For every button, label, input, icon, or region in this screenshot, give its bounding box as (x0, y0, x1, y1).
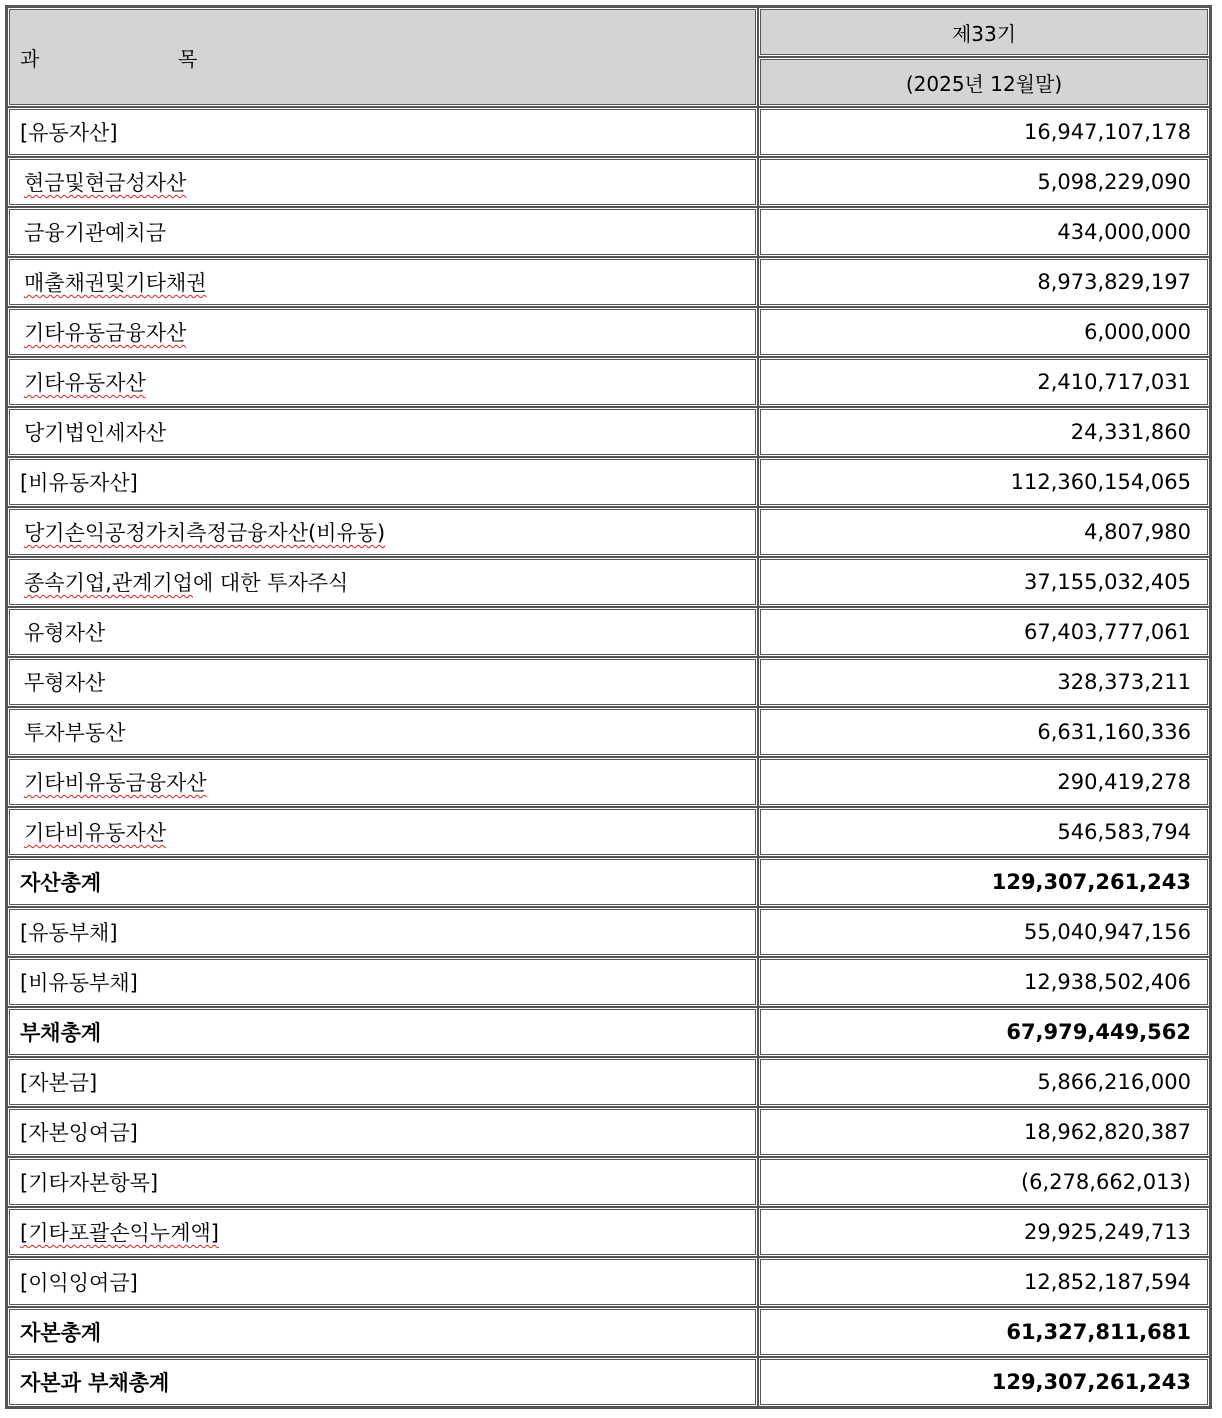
row-label-text: [비유동부채] (20, 971, 138, 995)
row-amount: 434,000,000 (758, 207, 1210, 257)
row-label (7, 1257, 758, 1307)
table-row (7, 1057, 1210, 1107)
row-label-text: [유동자산] (20, 121, 118, 145)
table-row (7, 957, 1210, 1007)
row-label (7, 1007, 758, 1057)
row-label-text: 현금및현금성자산 (24, 171, 187, 195)
row-label-text: 부채총계 (20, 1021, 102, 1045)
table-row (7, 107, 1210, 157)
row-amount: 16,947,107,178 (758, 107, 1210, 157)
row-amount: 67,403,777,061 (758, 607, 1210, 657)
table-row (7, 1207, 1210, 1257)
row-label-text: [자본잉여금] (20, 1121, 138, 1145)
row-label (7, 607, 758, 657)
row-label-text: 자본과 부채총계 (20, 1371, 170, 1395)
row-label (7, 957, 758, 1007)
row-label-text: 기타유동금융자산 (24, 321, 187, 345)
row-label (7, 207, 758, 257)
row-label (7, 507, 758, 557)
row-label (7, 1107, 758, 1157)
row-amount: 4,807,980 (758, 507, 1210, 557)
row-label-text: [기타자본항목] (20, 1171, 159, 1195)
table-row (7, 1107, 1210, 1157)
row-amount: 6,000,000 (758, 307, 1210, 357)
table-row (7, 1307, 1210, 1357)
row-label-text: 자산총계 (20, 871, 102, 895)
row-amount: 61,327,811,681 (758, 1307, 1210, 1357)
row-amount: 2,410,717,031 (758, 357, 1210, 407)
row-amount: 37,155,032,405 (758, 557, 1210, 607)
row-label-text-rest: 에 대한 투자주식 (192, 571, 349, 595)
table-row (7, 257, 1210, 307)
row-amount: 5,098,229,090 (758, 157, 1210, 207)
row-label (7, 657, 758, 707)
subject-header-char-2: 목 (178, 46, 198, 71)
table-row (7, 807, 1210, 857)
row-label-text: [비유동자산] (20, 471, 138, 495)
row-label-text: 기타유동자산 (24, 371, 146, 395)
table-body (7, 107, 1210, 1407)
row-label-text: 당기법인세자산 (24, 421, 167, 445)
row-label (7, 857, 758, 907)
row-label (7, 357, 758, 407)
table-row (7, 1007, 1210, 1057)
row-amount: 55,040,947,156 (758, 907, 1210, 957)
row-label (7, 1207, 758, 1257)
row-label (7, 307, 758, 357)
period-date-header: (2025년 12월말) (758, 57, 1210, 107)
table-row (7, 607, 1210, 657)
row-label (7, 457, 758, 507)
table-row (7, 357, 1210, 407)
table-row (7, 1157, 1210, 1207)
row-amount: 5,866,216,000 (758, 1057, 1210, 1107)
row-label-text: [자본금] (20, 1071, 98, 1095)
row-label (7, 407, 758, 457)
table-row (7, 657, 1210, 707)
row-amount: 24,331,860 (758, 407, 1210, 457)
row-amount: (6,278,662,013) (758, 1157, 1210, 1207)
row-label (7, 1357, 758, 1407)
row-amount: 8,973,829,197 (758, 257, 1210, 307)
row-label-text: 매출채권및기타채권 (24, 271, 207, 295)
row-label-text: 종속기업,관계기업 (24, 571, 193, 595)
row-label-text: [기타포괄손익누계액] (20, 1221, 219, 1245)
row-label (7, 557, 758, 607)
table-row (7, 207, 1210, 257)
row-amount: 12,852,187,594 (758, 1257, 1210, 1307)
row-amount: 29,925,249,713 (758, 1207, 1210, 1257)
subject-header (7, 7, 758, 107)
table-row (7, 307, 1210, 357)
table-row (7, 507, 1210, 557)
table-row (7, 757, 1210, 807)
period-header: 제33기 (758, 7, 1210, 57)
row-label (7, 107, 758, 157)
row-label-text: 당기손익공정가치측정금융자산(비유동) (24, 521, 386, 545)
row-amount: 290,419,278 (758, 757, 1210, 807)
row-label (7, 157, 758, 207)
row-amount: 6,631,160,336 (758, 707, 1210, 757)
row-label (7, 1307, 758, 1357)
row-amount: 112,360,154,065 (758, 457, 1210, 507)
row-label-text: 기타비유동자산 (24, 821, 167, 845)
balance-sheet-table (5, 5, 1212, 1409)
row-amount: 67,979,449,562 (758, 1007, 1210, 1057)
row-amount: 18,962,820,387 (758, 1107, 1210, 1157)
row-label (7, 1057, 758, 1107)
row-amount: 546,583,794 (758, 807, 1210, 857)
table-row (7, 557, 1210, 607)
table-row (7, 457, 1210, 507)
table-row (7, 157, 1210, 207)
row-label-text: 기타비유동금융자산 (24, 771, 207, 795)
table-row (7, 407, 1210, 457)
table-row (7, 857, 1210, 907)
row-label-text: [이익잉여금] (20, 1271, 138, 1295)
row-label (7, 907, 758, 957)
subject-header-char-1: 과 (20, 46, 40, 71)
row-label-text: 무형자산 (24, 671, 106, 695)
row-label (7, 257, 758, 307)
row-amount: 129,307,261,243 (758, 1357, 1210, 1407)
table-row (7, 907, 1210, 957)
row-label (7, 807, 758, 857)
table-row (7, 1257, 1210, 1307)
row-label-text: 금융기관예치금 (24, 221, 167, 245)
table-row (7, 707, 1210, 757)
row-amount: 129,307,261,243 (758, 857, 1210, 907)
table-row (7, 1357, 1210, 1407)
row-label-text: 자본총계 (20, 1321, 102, 1345)
row-label-text: [유동부채] (20, 921, 118, 945)
row-label-text: 유형자산 (24, 621, 106, 645)
row-label-text: 투자부동산 (24, 721, 126, 745)
row-label (7, 1157, 758, 1207)
row-label (7, 707, 758, 757)
row-amount: 12,938,502,406 (758, 957, 1210, 1007)
row-amount: 328,373,211 (758, 657, 1210, 707)
row-label (7, 757, 758, 807)
